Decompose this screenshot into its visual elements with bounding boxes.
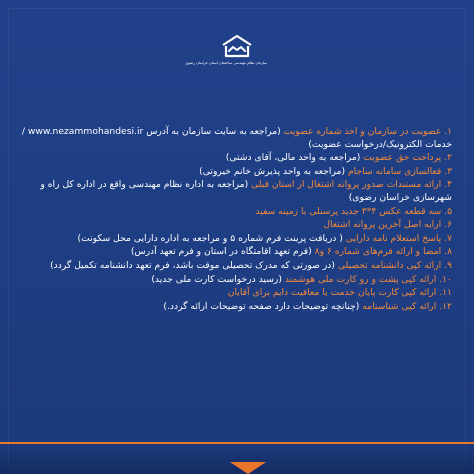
organization-logo [185,34,267,65]
item-title: ارائه کپی دانشنامه تحصیلی [337,259,442,271]
item-number: ۵. [444,205,452,217]
item-body: (چنانچه توضیحات دارد صفحه توضیحات ارائه گردد.) [163,300,363,312]
item-number: ۹. [444,259,452,271]
item-title: ارائه کپی شناسنامه [362,300,437,312]
item-body: (مراجعه به سایت سازمان به آدرس [143,126,284,137]
bottom-accent-line [0,442,474,444]
item-body: (مراجعه به واحد مالی، آقای دشتی) [225,152,364,164]
item-number: ۶. [444,219,452,231]
item-number: ۱۲. [439,300,452,312]
item-title: سه قطعه عکس ۴*۳ جدید پرسنلی با زمینه سفید [255,205,442,217]
list-item-6 [18,219,452,232]
item-title: امضا و ارائه فرم‌های شماره ۶ و۸ [314,246,442,258]
item-title: ارایه اصل آخرین پروانه اشتغال [323,219,442,231]
item-body: (مراجعه به واحد پذیرش خانم خیروتی) [199,165,348,177]
item-number: ۷. [444,232,452,244]
list-item-1 [18,126,452,151]
item-body: (رسید درخواست کارت ملی جدید) [151,273,285,285]
item-number: ۱۱. [439,287,452,299]
item-title: ارائه کپی پشت و رو کارت ملی هوشمند [284,273,437,285]
item-tail: / خدمات الکترونیک/درخواست عضویت) [21,126,452,150]
item-number: ۲. [444,152,452,164]
item-title: پاسخ استعلام نامه دارایی [345,232,442,244]
item-number: ۱۰. [439,273,452,285]
list-item-9 [18,260,452,273]
website-link[interactable]: www.nezammohandesi.ir [27,126,144,137]
organization-caption: سازمان نظام مهندسی ساختمان استان خراسان رضوی [185,61,267,65]
item-body: (فرم تعهد اقامتگاه در استان و فرم تعهد آدرس) [130,246,315,258]
list-item-12 [18,301,452,314]
list-item-7 [18,233,452,246]
requirements-list [18,126,452,314]
list-item-11 [18,287,452,300]
item-number: ۳. [444,165,452,177]
list-item-4 [18,179,452,204]
item-title: ارائه مستندات صدور پروانه اشتغال از استان قبلی [251,179,442,191]
item-title: ارائه کپی کارت پایان خدمت یا معافیت دایم برای آقایان [227,287,437,299]
list-item-3 [18,166,452,179]
list-item-2 [18,152,452,165]
item-title: عضویت در سازمان و اخذ شماره عضویت [283,126,442,137]
item-title: فعالسازی سامانه ساجام [347,165,442,177]
list-item-10 [18,274,452,287]
list-item-8 [18,246,452,259]
list-item-5 [18,206,452,219]
down-arrow-icon [230,462,266,474]
item-number: ۸. [444,246,452,258]
item-title: پرداخت حق عضویت [363,152,442,164]
item-body: (در صورتی که مدرک تحصیلی موقت باشد، فرم تعهد دانشنامه تکمیل گردد) [50,259,338,271]
item-number: ۱. [444,126,452,137]
item-number: ۴. [444,179,452,191]
item-body: ( دریافت پرینت فرم شماره ۵ و مراجعه به اداره دارایی محل سکونت) [77,232,346,244]
handshake-house-icon [207,34,267,60]
item-body: (مراجعه به اداره نظام مهندسی واقع در اداره کل راه و شهرسازی خراسان رضوی) [40,179,452,203]
